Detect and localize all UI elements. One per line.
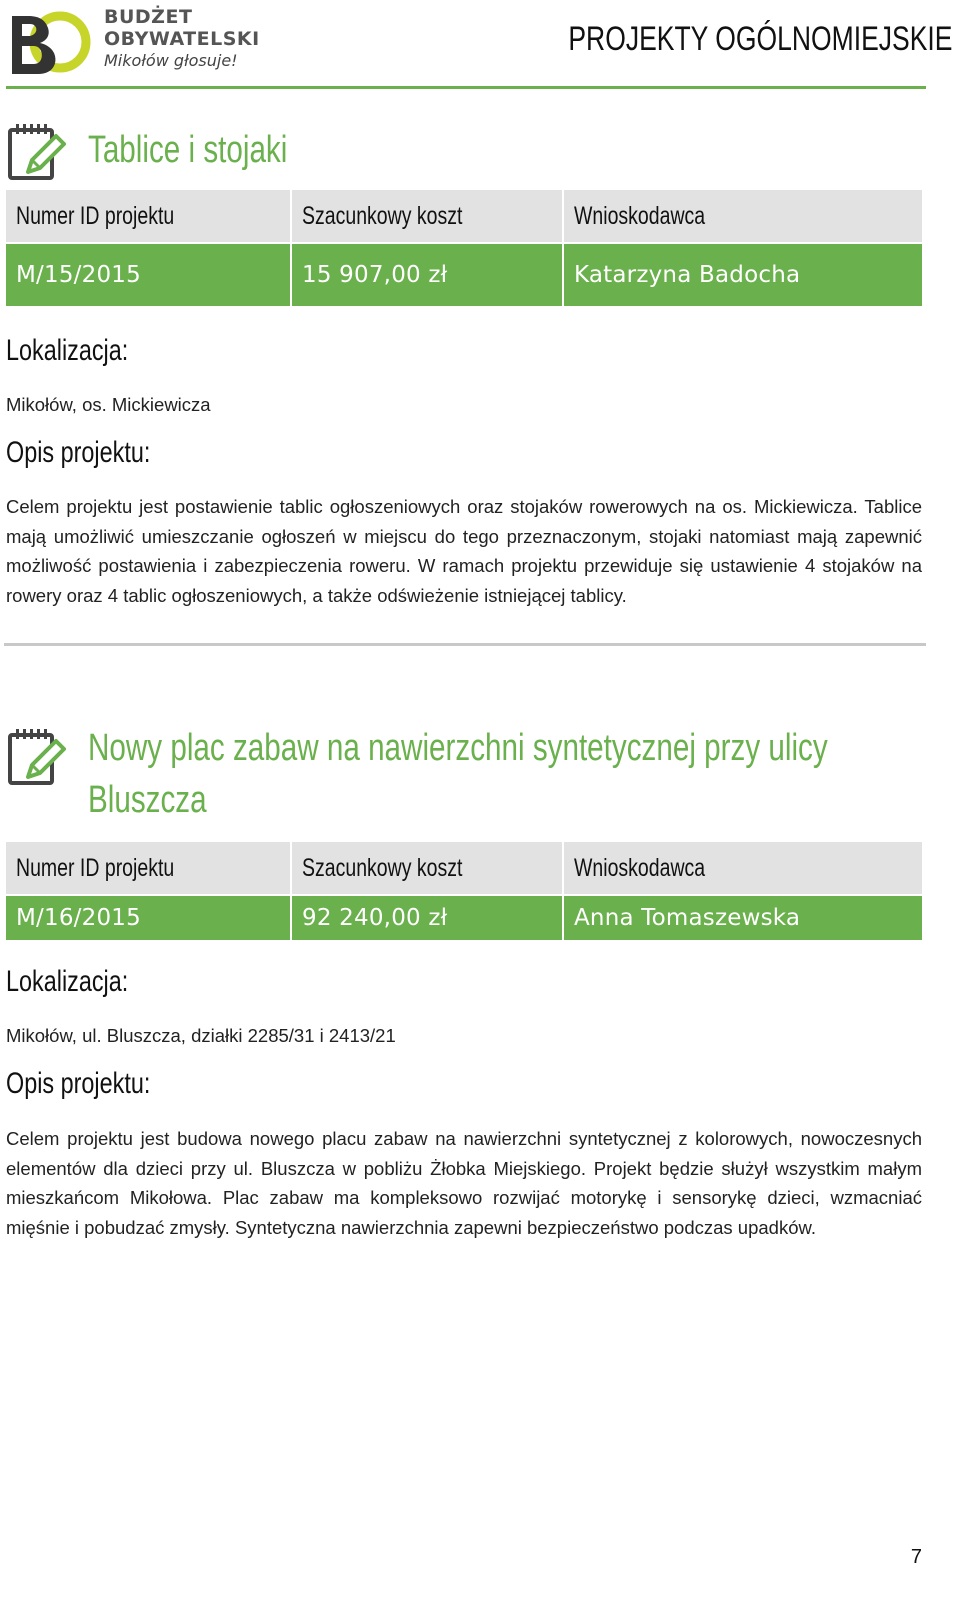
notepad-pencil-icon [6,122,66,182]
project-cost: 92 240,00 zł [302,905,448,931]
logo-tagline: Mikołów głosuje! [104,51,238,70]
location-text: Mikołów, os. Mickiewicza [6,394,211,415]
logo-mark-icon [8,4,104,78]
header-id: Numer ID projektu [16,853,175,882]
description-label: Opis projektu: [6,436,151,469]
location-text: Mikołów, ul. Bluszcza, działki 2285/31 i 2413/21 [6,1025,396,1046]
table-row [6,244,922,306]
header-id: Numer ID projektu [16,201,175,230]
section-divider [4,643,926,646]
header-divider [6,86,926,89]
header-cost: Szacunkowy koszt [302,201,463,230]
project-2-title-line-1: Nowy plac zabaw na nawierzchni syntetycznej przy ulicy [88,727,828,769]
description-text: Celem projektu jest postawienie tablic ogłoszeniowych oraz stojaków rowerowych na os. Mickiewicza. Tablice mają umożliwić umieszczanie ogłoszeń w miejscu do tego przeznaczonym, stojaki natomiast mają zapewnić możliwość postawienia i zabezpieczenia roweru. W ramach projektu przewiduje się ustawienie 4 stojaków na rowery oraz 4 tablic ogłoszeniowych, a także odświeżenie istniejącej tablicy. [6,496,922,606]
project-id: M/16/2015 [16,905,141,931]
table-header-row [6,190,922,242]
page-number: 7 [910,1546,922,1568]
location-label: Lokalizacja: [6,334,129,367]
project-1-table [6,190,922,306]
header-applicant: Wnioskodawca [574,201,706,230]
budzet-obywatelski-logo [8,4,258,78]
project-applicant: Katarzyna Badocha [574,262,801,288]
project-2-table [6,842,922,940]
project-2-title-line-2: Bluszcza [88,779,207,821]
table-row [6,896,922,940]
project-cost: 15 907,00 zł [302,262,448,288]
location-label: Lokalizacja: [6,965,129,998]
description-label: Opis projektu: [6,1067,151,1100]
header-cost: Szacunkowy koszt [302,853,463,882]
project-id: M/15/2015 [16,262,141,288]
logo-line-2: OBYWATELSKI [104,28,260,50]
table-header-row [6,842,922,894]
header-applicant: Wnioskodawca [574,853,706,882]
logo-line-1: BUDŻET [104,6,193,28]
notepad-pencil-icon [6,727,66,787]
project-applicant: Anna Tomaszewska [574,905,801,931]
description-text: Celem projektu jest budowa nowego placu zabaw na nawierzchni syntetycznej z kolorowych, nowoczesnych elementów dla dzieci przy ul. Bluszcza w pobliżu Żłobka Miejskiego. Projekt będzie służył wszystkim małym mieszkańcom Mikołowa. Plac zabaw ma kompleksowo rozwijać motorykę i sensorykę dzieci, wzmacniać mięśnie i pobudzać zmysły. Syntetyczna nawierzchnia zapewni bezpieczeństwo podczas upadków. [6,1128,922,1238]
project-1-title: Tablice i stojaki [88,129,288,171]
page-header-title: PROJEKTY OGÓLNOMIEJSKIE [567,20,952,58]
